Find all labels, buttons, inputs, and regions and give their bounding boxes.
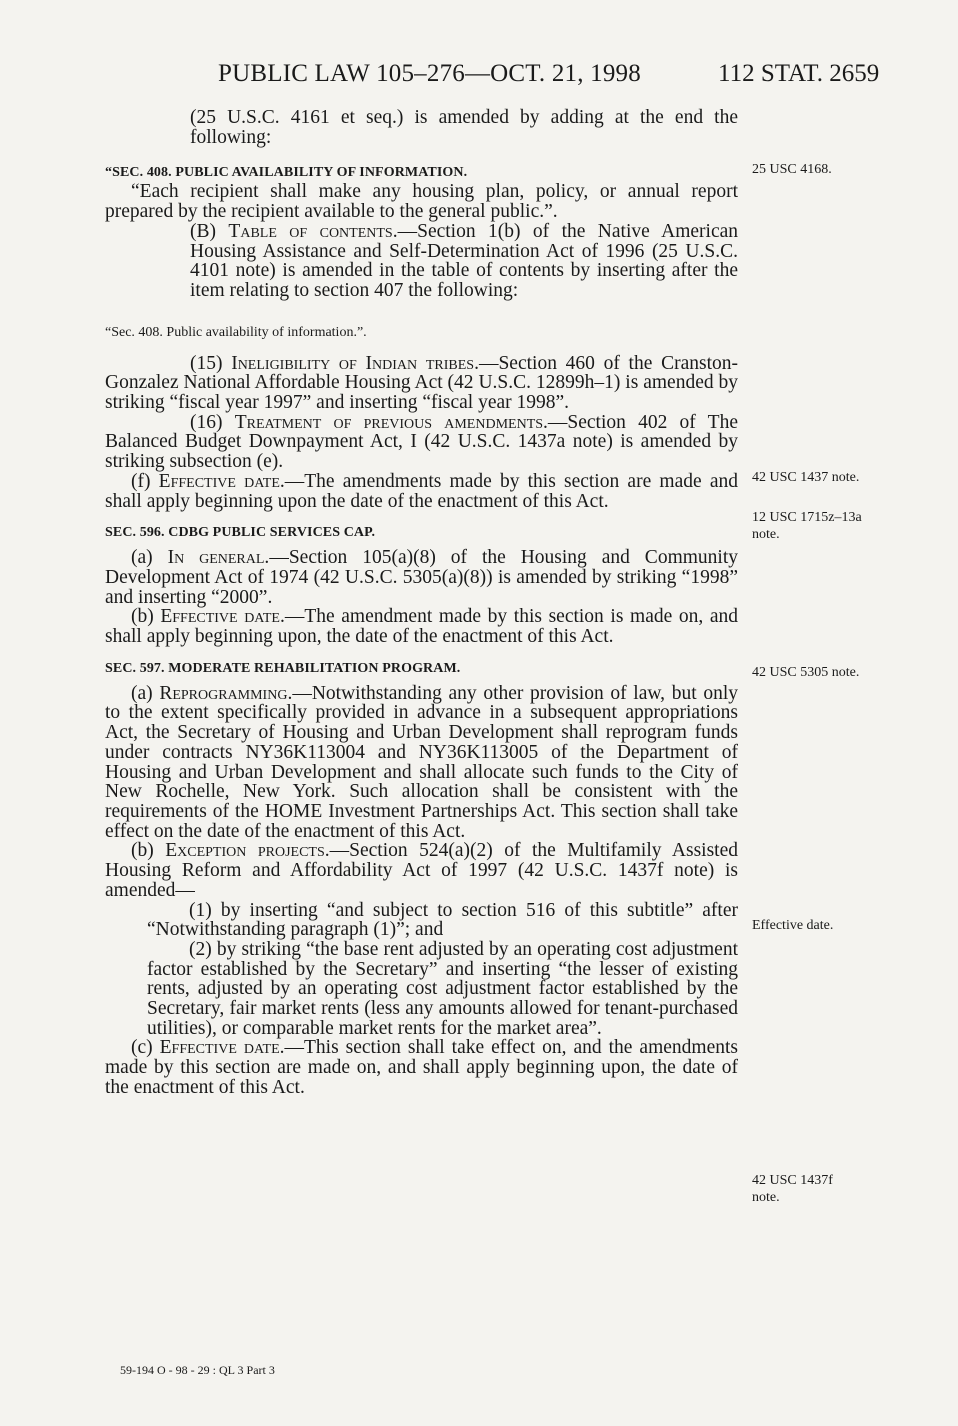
margin-note: 42 USC 5305 note. bbox=[752, 665, 860, 680]
section-596-heading: SEC. 596. CDBG PUBLIC SERVICES CAP. bbox=[105, 525, 376, 541]
text: —Section 460 of the Cranston-Gonzalez National Affordable Housing Act (42 U.S.C. 12899h–1) is amended by striking “fiscal year 1997” and inserting “fiscal year 1998”. bbox=[105, 352, 738, 414]
text: —The amendment made by this section is made on, and shall apply beginning upon, the date of the enactment of this Act. bbox=[105, 606, 738, 648]
footer-code: 59-194 O - 98 - 29 : QL 3 Part 3 bbox=[120, 1363, 275, 1377]
label: (a) bbox=[131, 547, 168, 569]
section-408-heading: “SEC. 408. PUBLIC AVAILABILITY OF INFORMATION. bbox=[105, 165, 468, 181]
text: —This section shall take effect on, and the amendments made by this section are made on, and shall apply beginning upon, the date of the enactment of this Act. bbox=[105, 1037, 738, 1098]
statute-page-number: 112 STAT. 2659 bbox=[718, 60, 880, 87]
margin-note: 12 USC 1715z–13a note. bbox=[752, 510, 862, 542]
label: (a) bbox=[131, 682, 160, 704]
label: (16) bbox=[190, 411, 235, 433]
text: —Section 402 of The Balanced Budget Downpayment Act, I (42 U.S.C. 1437a note) is amended by striking subsection (e). bbox=[105, 411, 738, 473]
text: —Section 105(a)(8) of the Housing and Community Development Act of 1974 (42 U.S.C. 5305(a)(8)) is amended by striking “1998” and inserting “2000”. bbox=[105, 547, 738, 608]
heading: Effective date. bbox=[158, 470, 285, 492]
margin-note: 42 USC 1437 note. bbox=[752, 470, 860, 485]
section-597-b-1: (1) by inserting “and subject to section 516 of this subtitle” after “Notwithstanding paragraph (1)”; and bbox=[147, 899, 738, 941]
section-597-c bbox=[105, 1038, 738, 1097]
heading: Effective date. bbox=[159, 1037, 285, 1059]
section-597-heading: SEC. 597. MODERATE REHABILITATION PROGRAM. bbox=[105, 660, 461, 676]
paragraph-f bbox=[105, 472, 738, 511]
section-597-a bbox=[105, 684, 738, 842]
margin-note: 25 USC 4168. bbox=[752, 162, 832, 177]
paragraph-b bbox=[105, 222, 738, 301]
section-597-b bbox=[105, 841, 738, 900]
label: (b) bbox=[131, 606, 161, 628]
label: (f) bbox=[131, 470, 159, 492]
section-408-text: “Each recipient shall make any housing plan, policy, or annual report prepared by the recipient available to the general public.”. bbox=[105, 181, 738, 223]
label: (15) bbox=[190, 352, 232, 374]
paragraph: (25 U.S.C. 4161 et seq.) is amended by adding at the end the following: bbox=[190, 107, 738, 148]
toc-item: “Sec. 408. Public availability of information.”. bbox=[105, 324, 367, 340]
section-597-b-2: (2) by striking “the base rent adjusted by an operating cost adjustment factor established by the Secretary” and inserting “the lesser of existing rents, adjusted by an operating cost adjustment factor established by the Secretary, fair market rents (less any amounts allowed for tenant-purchased utilities), or comparable market rents for the market area”. bbox=[147, 938, 738, 1039]
main-text bbox=[105, 108, 738, 1098]
heading: Table of contents. bbox=[228, 220, 398, 242]
section-596-b bbox=[105, 607, 738, 646]
heading: Treatment of previous amendments. bbox=[234, 411, 548, 433]
heading: In general. bbox=[167, 547, 270, 569]
heading: Exception projects. bbox=[165, 840, 330, 862]
label: (B) bbox=[190, 220, 229, 242]
section-596-a bbox=[105, 548, 738, 607]
label: (c) bbox=[131, 1037, 160, 1059]
heading: Effective date. bbox=[160, 606, 285, 628]
heading: Reprogramming. bbox=[159, 682, 293, 704]
label: (b) bbox=[131, 840, 166, 862]
margin-note: 42 USC 1437f note. bbox=[752, 1173, 833, 1205]
text: —The amendments made by this section are made and shall apply beginning upon the date of the enactment of this Act. bbox=[105, 470, 738, 512]
heading: Ineligibility of Indian tribes. bbox=[231, 352, 479, 374]
text: —Section 1(b) of the Native American Housing Assistance and Self-Determination Act of 1996 (25 U.S.C. 4101 note) is amended in the table of contents by inserting after the item relating to section 407 the following: bbox=[190, 220, 739, 301]
paragraph-16 bbox=[105, 413, 738, 472]
margin-note: Effective date. bbox=[752, 918, 834, 933]
paragraph-15 bbox=[105, 354, 738, 413]
text: —Section 524(a)(2) of the Multifamily Assisted Housing Reform and Affordability Act of 1997 (42 U.S.C. 1437f note) is amended— bbox=[105, 840, 738, 901]
text: —Notwithstanding any other provision of law, but only to the extent specifically provided in advance in a subsequent appropriations Act, the Secretary of Housing and Urban Development shall reprogram funds under contracts NY36K113004 and NY36K113005 of the Department of Housing and Urban Development and shall allocate such funds to the City of New Rochelle, New York. Such allocation shall be consistent with the requirements of the HOME Investment Partnerships Act. This section shall take effect on the date of the enactment of this Act. bbox=[105, 682, 738, 842]
running-header-title: PUBLIC LAW 105–276—OCT. 21, 1998 bbox=[218, 60, 641, 87]
